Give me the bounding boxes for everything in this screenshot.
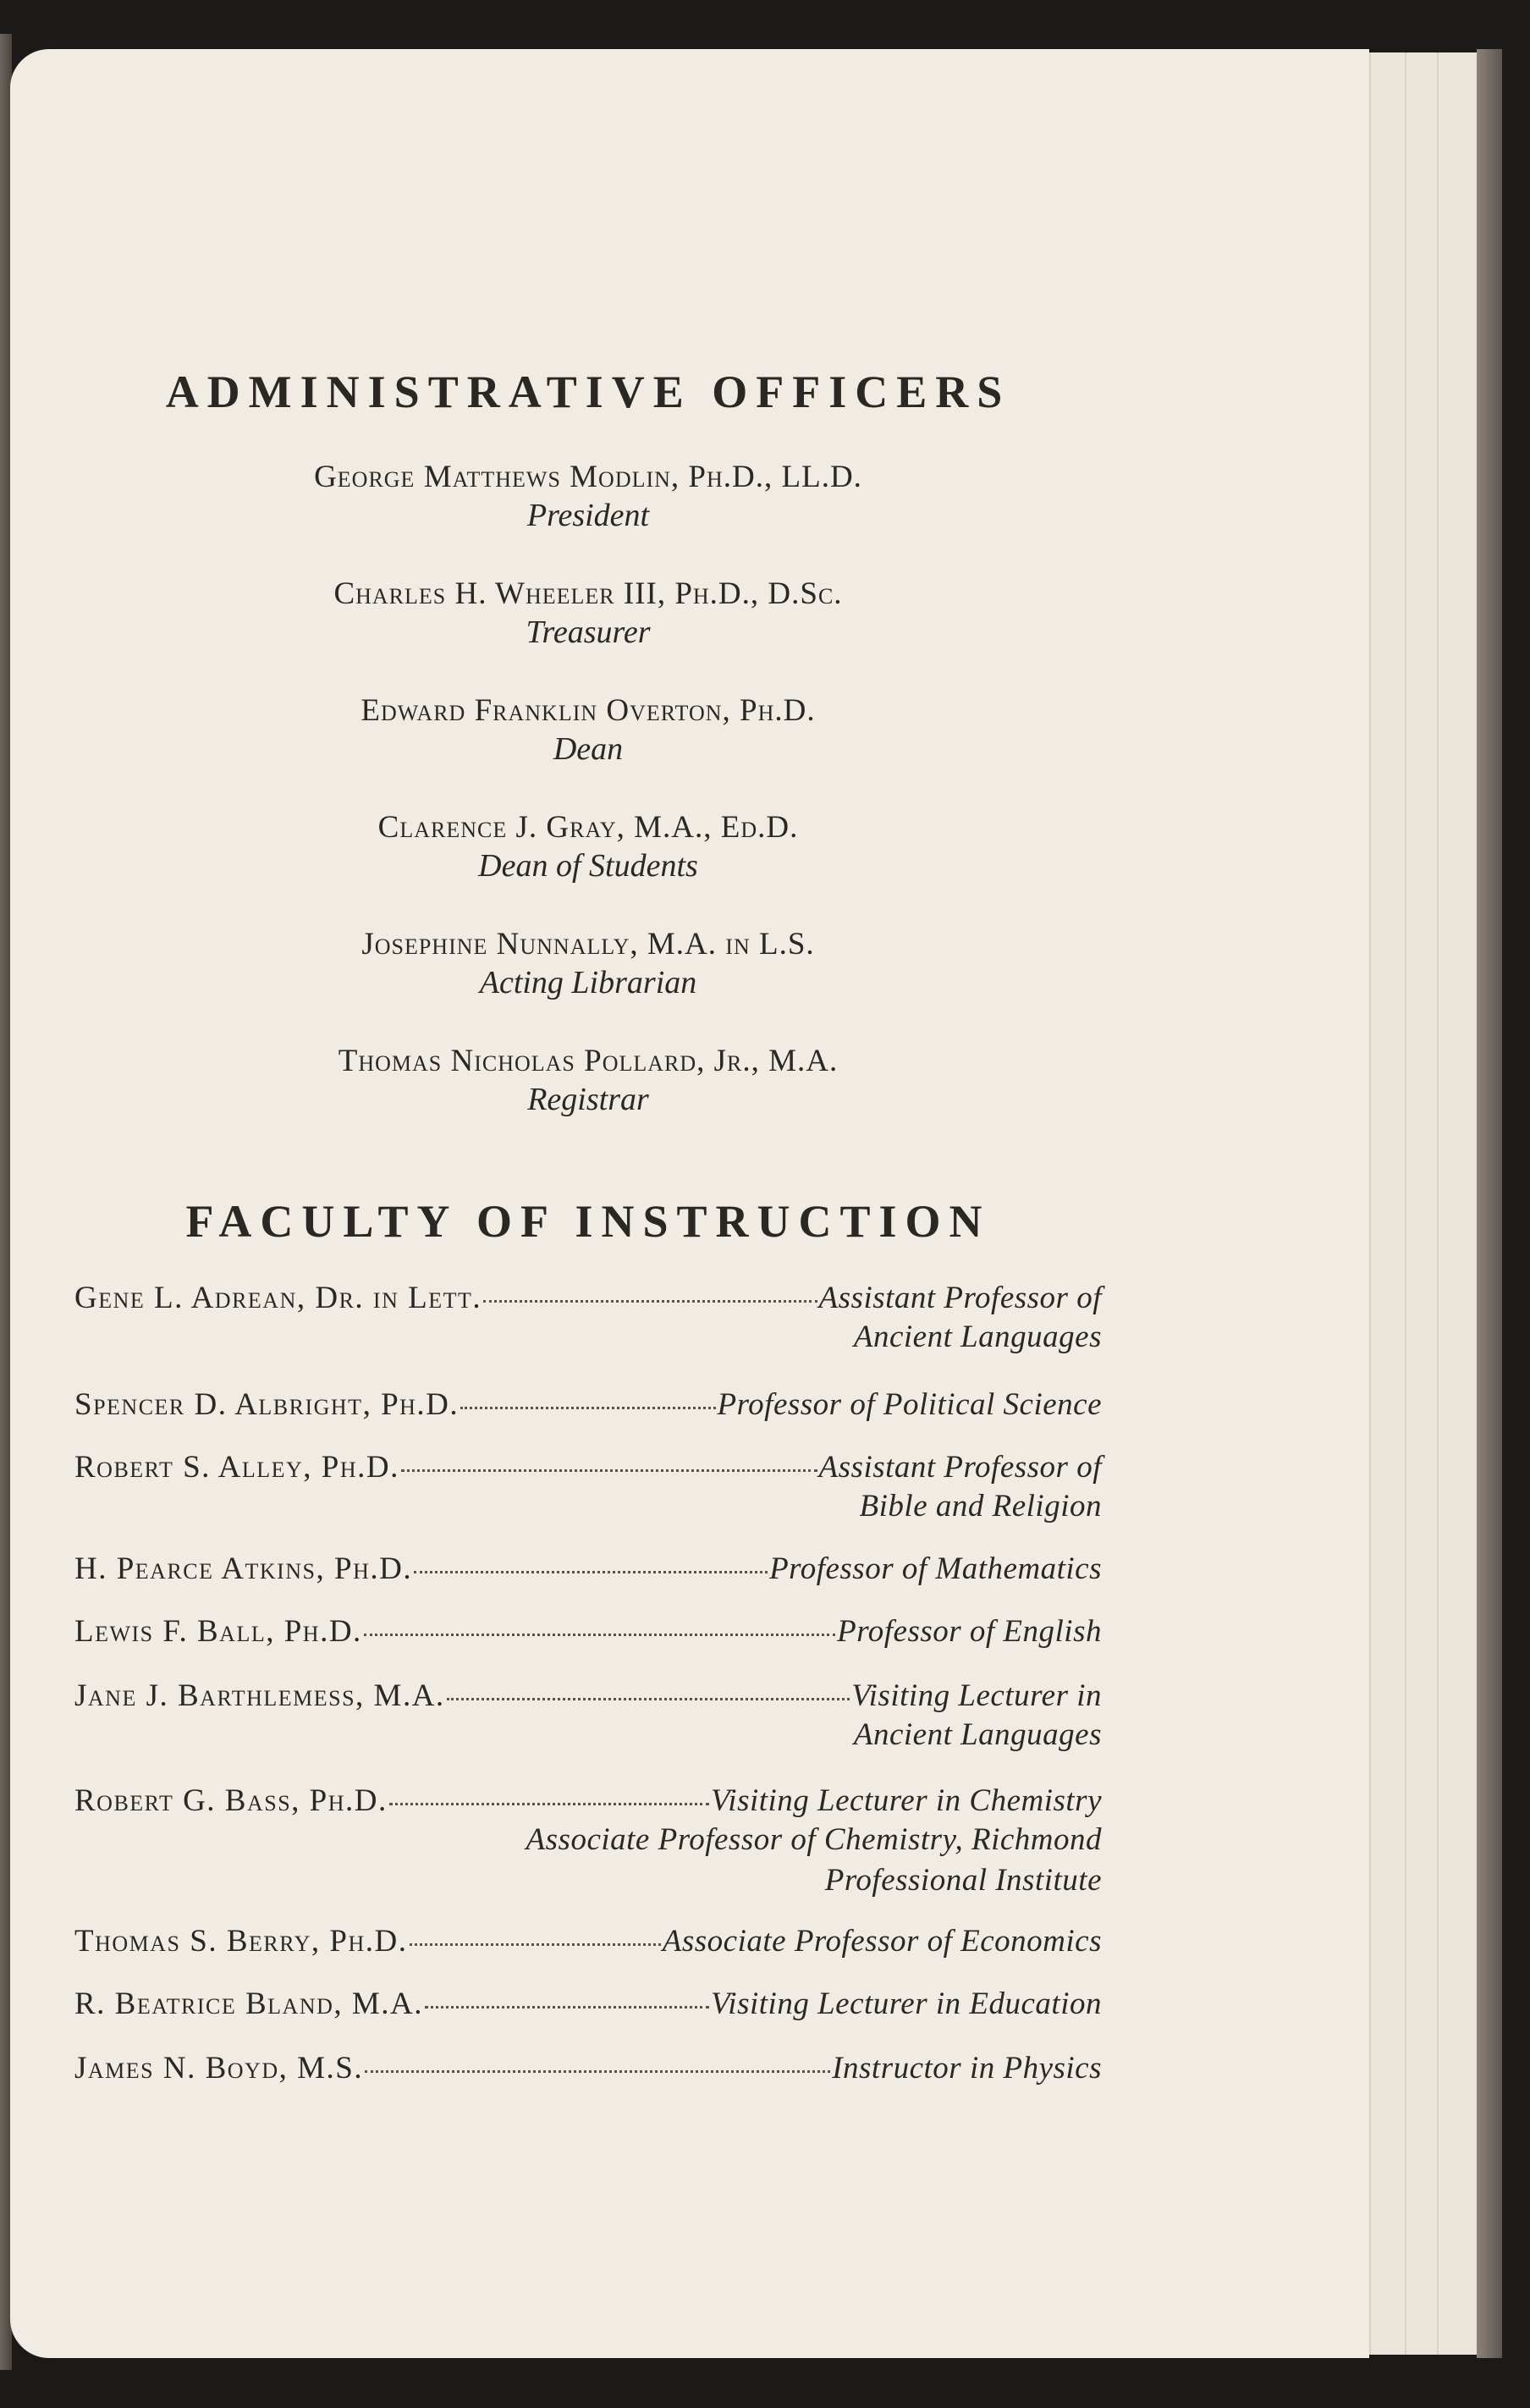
page-edge bbox=[1369, 52, 1405, 2355]
faculty-position: Associate Professor of Economics bbox=[662, 1924, 1102, 1959]
leader-dots bbox=[410, 1942, 661, 1946]
faculty-name: Thomas S. Berry, Ph.D. bbox=[74, 1924, 408, 1959]
faculty-position-continued: Ancient Languages bbox=[853, 1320, 1102, 1354]
faculty-entry bbox=[74, 1613, 1102, 1650]
faculty-entry bbox=[74, 1678, 1102, 1755]
faculty-name: James N. Boyd, M.S. bbox=[74, 2051, 364, 2086]
faculty-name: Jane J. Barthlemess, M.A. bbox=[74, 1678, 445, 1713]
leader-dots bbox=[425, 2005, 709, 2009]
faculty-position: Professor of Political Science bbox=[717, 1387, 1102, 1422]
officer-entry bbox=[0, 692, 1176, 768]
leader-dots bbox=[389, 1802, 709, 1805]
faculty-name: Robert G. Bass, Ph.D. bbox=[74, 1783, 388, 1818]
page-edge bbox=[1437, 52, 1478, 2355]
faculty-entry bbox=[74, 1986, 1102, 2022]
officer-title: President bbox=[526, 498, 650, 533]
faculty-name: Spencer D. Albright, Ph.D. bbox=[74, 1387, 460, 1422]
faculty-entry bbox=[74, 2050, 1102, 2086]
leader-dots bbox=[460, 1406, 715, 1409]
leader-dots bbox=[364, 1633, 835, 1636]
officer-name: Charles H. Wheeler III, Ph.D., D.Sc. bbox=[333, 576, 843, 611]
officer-title: Treasurer bbox=[526, 614, 651, 650]
faculty-position-continued: Professional Institute bbox=[824, 1863, 1102, 1898]
officer-title: Dean of Students bbox=[478, 848, 698, 884]
faculty-position: Visiting Lecturer in Chemistry bbox=[710, 1783, 1102, 1818]
faculty-position-continued: Ancient Languages bbox=[853, 1717, 1102, 1752]
faculty-position: Visiting Lecturer in bbox=[851, 1678, 1102, 1713]
page-edge bbox=[1405, 52, 1437, 2355]
leader-dots bbox=[447, 1697, 850, 1700]
officer-entry bbox=[0, 809, 1176, 884]
officer-name: Josephine Nunnally, M.A. in L.S. bbox=[361, 927, 815, 962]
faculty-name: H. Pearce Atkins, Ph.D. bbox=[74, 1551, 413, 1586]
faculty-position-continued: Associate Professor of Chemistry, Richmond bbox=[526, 1822, 1102, 1857]
officer-title: Registrar bbox=[527, 1082, 649, 1117]
officer-name: Clarence J. Gray, M.A., Ed.D. bbox=[377, 810, 799, 845]
faculty-position: Visiting Lecturer in Education bbox=[710, 1986, 1102, 2021]
leader-dots bbox=[401, 1468, 817, 1472]
faculty-name: Lewis F. Ball, Ph.D. bbox=[74, 1614, 362, 1649]
faculty-position: Professor of Mathematics bbox=[769, 1551, 1102, 1586]
officer-name: Thomas Nicholas Pollard, Jr., M.A. bbox=[338, 1044, 839, 1078]
faculty-entry bbox=[74, 1551, 1102, 1587]
administrative-officers-heading: ADMINISTRATIVE OFFICERS bbox=[165, 366, 1011, 417]
faculty-entry bbox=[74, 1280, 1102, 1357]
officer-title: Acting Librarian bbox=[479, 965, 697, 1000]
officer-entry bbox=[0, 926, 1176, 1001]
leader-dots bbox=[414, 1570, 768, 1573]
faculty-position: Assistant Professor of bbox=[818, 1450, 1102, 1485]
faculty-name: Robert S. Alley, Ph.D. bbox=[74, 1450, 399, 1485]
faculty-name: Gene L. Adrean, Dr. in Lett. bbox=[74, 1281, 482, 1315]
leader-dots bbox=[483, 1299, 817, 1303]
faculty-position: Professor of English bbox=[837, 1614, 1102, 1649]
faculty-of-instruction-heading: FACULTY OF INSTRUCTION bbox=[185, 1196, 991, 1247]
leader-dots bbox=[365, 2069, 830, 2073]
faculty-position-continued: Bible and Religion bbox=[859, 1489, 1102, 1524]
officer-entry bbox=[0, 459, 1176, 534]
faculty-entry bbox=[74, 1386, 1102, 1423]
faculty-entry bbox=[74, 1923, 1102, 1959]
book-cover-edge bbox=[1477, 49, 1502, 2358]
officer-entry bbox=[0, 1043, 1176, 1118]
faculty-position: Instructor in Physics bbox=[832, 2051, 1102, 2086]
officer-name: Edward Franklin Overton, Ph.D. bbox=[360, 693, 816, 728]
officer-title: Dean bbox=[553, 731, 624, 767]
faculty-position: Assistant Professor of bbox=[818, 1281, 1102, 1315]
officer-name: George Matthews Modlin, Ph.D., LL.D. bbox=[314, 460, 862, 494]
faculty-entry bbox=[74, 1783, 1102, 1900]
faculty-name: R. Beatrice Bland, M.A. bbox=[74, 1986, 423, 2021]
officer-entry bbox=[0, 576, 1176, 651]
faculty-entry bbox=[74, 1449, 1102, 1526]
